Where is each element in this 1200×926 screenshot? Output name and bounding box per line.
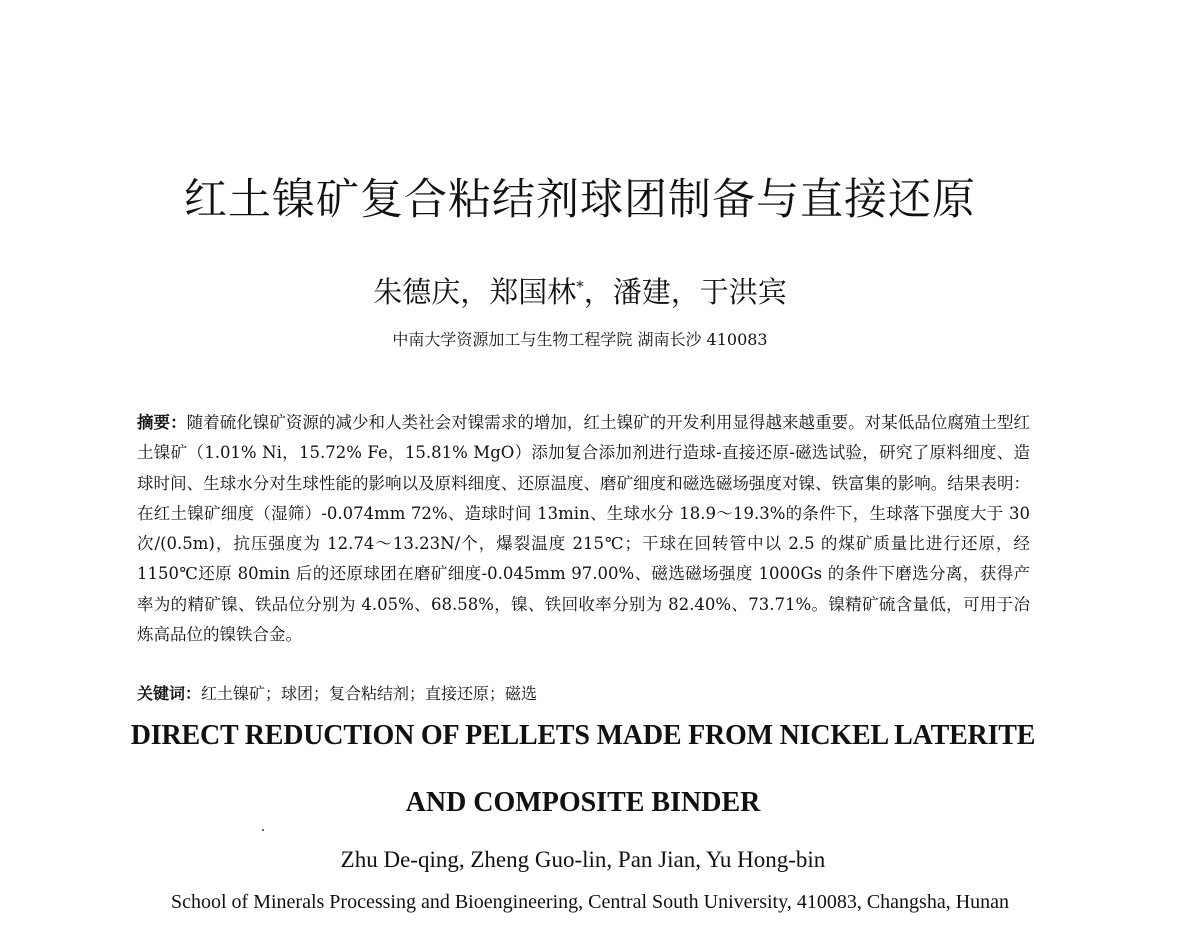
chinese-authors-part2: ，潘建，于洪宾	[583, 275, 787, 309]
english-authors: Zhu De-qing, Zheng Guo-lin, Pan Jian, Yu Hong-bin	[340, 847, 826, 872]
corresponding-author-mark: *	[576, 277, 584, 296]
abstract-text: 随着硫化镍矿资源的减少和人类社会对镍需求的增加，红土镍矿的开发利用显得越来越重要。对某低品位腐殖土型红土镍矿（1.01% Ni，15.72% Fe，15.81% MgO）添加复合添加剂进行造球-直接还原-磁选试验，研究了原料细度、造球时间、生球水分对生球性能的影响以及原料细度、还原温度、磨矿细度和磁选磁场强度对镍、铁富集的影响。结果表明：在红土镍矿细度（湿筛）-0.074mm 72%、造球时间 13min、生球水分 18.9～19.3%的条件下，生球落下强度大于 30 次/(0.5m)，抗压强度为 12.74～13.23N/个，爆裂温度 215℃；干球在回转管中以 2.5 的煤矿质量比进行还原，经 1150℃还原 80min 后的还原球团在磨矿细度-0.045mm 97.00%、磁选磁场强度 1000Gs 的条件下磨选分离，获得产率为的精矿镍、铁品位分别为 4.05%、68.58%，镍、铁回收率分别为 82.40%、73.71%。镍精矿硫含量低，可用于冶炼高品位的镍铁合金。	[137, 413, 1031, 645]
chinese-authors-part1: 朱德庆，郑国林	[373, 275, 577, 309]
chinese-title: 红土镍矿复合粘结剂球团制备与直接还原	[184, 175, 976, 225]
chinese-authors	[0, 270, 1160, 311]
english-title-line-2: AND COMPOSITE BINDER	[405, 787, 761, 818]
english-title-line-1: DIRECT REDUCTION OF PELLETS MADE FROM NICKEL LATERITE	[130, 720, 1036, 751]
scan-speck	[262, 829, 264, 831]
keywords-label: 关键词：	[137, 684, 202, 703]
chinese-abstract	[137, 408, 1030, 650]
chinese-affiliation: 中南大学资源加工与生物工程学院 湖南长沙 410083	[392, 330, 768, 349]
abstract-label: 摘要：	[137, 413, 187, 432]
chinese-keywords	[137, 681, 1030, 704]
keywords-text: 红土镍矿；球团；复合粘结剂；直接还原；磁选	[201, 684, 538, 703]
english-affiliation: School of Minerals Processing and Bioengineering, Central South University, 410083, Changsha, Hunan	[170, 891, 1010, 913]
